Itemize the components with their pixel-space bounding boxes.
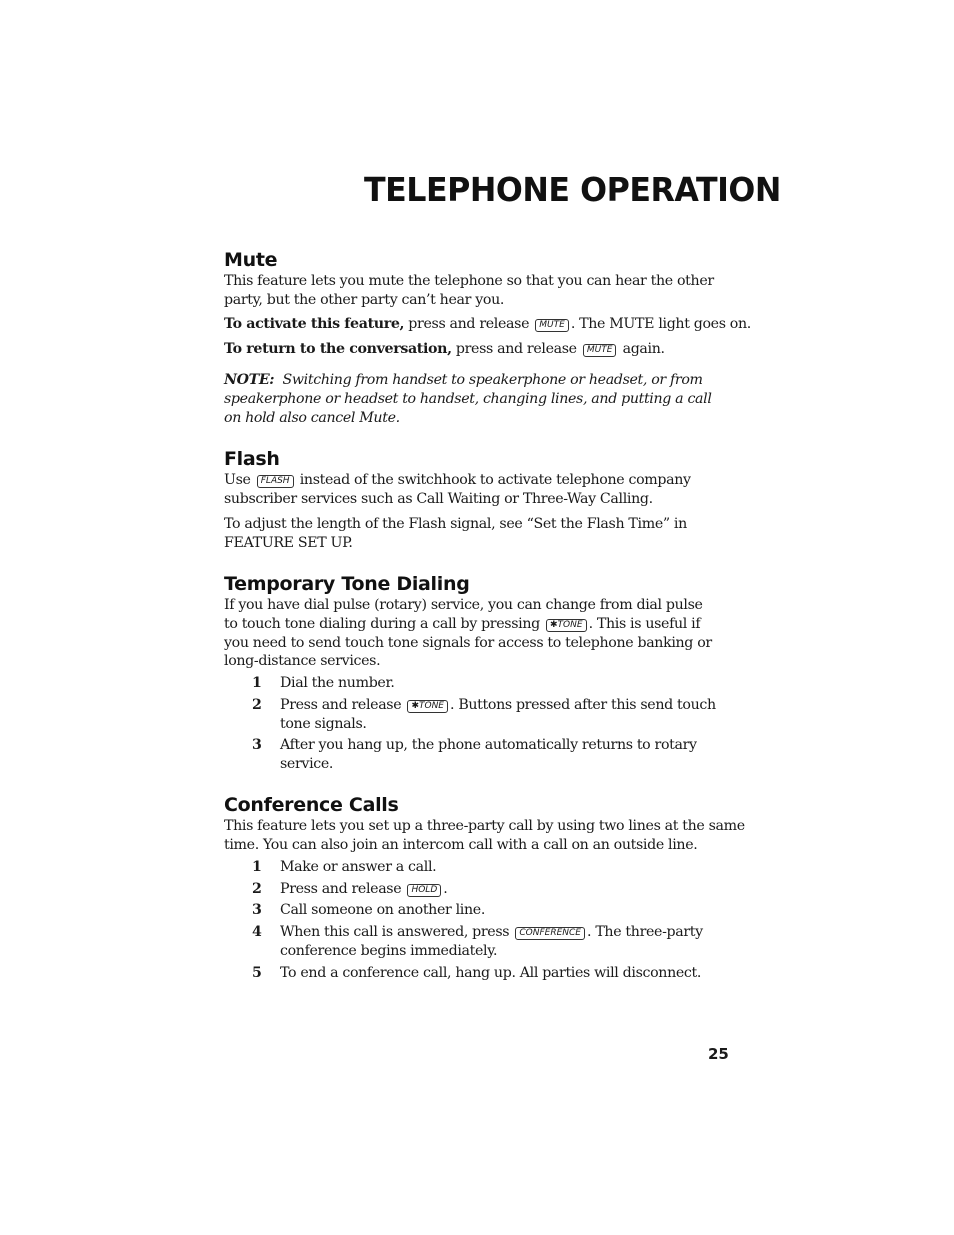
mute-intro — [224, 272, 730, 310]
note-line-2: speakerphone or headset to handset, changing lines, and putting a call — [224, 390, 712, 407]
section-heading-conference: Conference Calls — [224, 794, 399, 816]
mute-activate-instruction — [224, 315, 751, 334]
conference-key-icon: CONFERENCE — [515, 927, 585, 940]
activate-post-text: . The MUTE light goes on. — [570, 316, 751, 332]
step-number: 2 — [252, 881, 262, 897]
flash-paragraph-1 — [224, 471, 730, 509]
flash-line-2: subscriber services such as Call Waiting or Three-Way Calling. — [224, 490, 653, 507]
step-text-pre: When this call is answered, press — [280, 924, 514, 940]
note-line-3: on hold also cancel Mute. — [224, 409, 400, 426]
return-pre-text: press and release — [451, 341, 581, 357]
step-text: Call someone on another line. — [280, 902, 485, 918]
step-number: 5 — [252, 965, 262, 981]
mute-intro-line-1: This feature lets you mute the telephone so that you can hear the other — [224, 273, 714, 289]
page-number: 25 — [708, 1045, 729, 1063]
step-text-line-2: service. — [280, 755, 334, 772]
step-text-line-2: tone signals. — [280, 715, 367, 732]
tone-paragraph — [224, 596, 730, 671]
step-text: To end a conference call, hang up. All parties will disconnect. — [280, 965, 702, 981]
note-label: NOTE: — [224, 372, 275, 388]
step-number: 1 — [252, 675, 262, 691]
step-text: Make or answer a call. — [280, 859, 437, 875]
mute-key-icon: MUTE — [535, 319, 569, 332]
step-text-pre: Press and release — [280, 697, 406, 713]
section-heading-mute: Mute — [224, 249, 278, 271]
conference-line-2: time. You can also join an intercom call with a call on an outside line. — [224, 836, 698, 853]
tone-line-3: you need to send touch tone signals for access to telephone banking or — [224, 634, 712, 651]
step-number: 1 — [252, 859, 262, 875]
mute-note — [224, 371, 730, 427]
flash-key-icon: FLASH — [257, 475, 294, 488]
return-label: To return to the conversation, — [224, 341, 452, 357]
flash-p2-line-1: To adjust the length of the Flash signal, see “Set the Flash Time” in — [224, 516, 687, 532]
tone-key-icon: ✱TONE — [407, 700, 448, 713]
step-number: 4 — [252, 924, 262, 940]
mute-key-icon: MUTE — [583, 344, 617, 357]
step-number: 3 — [252, 737, 262, 753]
step-text-post: . — [443, 881, 448, 897]
step-text-pre: Press and release — [280, 881, 406, 897]
step-text: After you hang up, the phone automatically returns to rotary — [280, 737, 697, 753]
mute-intro-line-2: party, but the other party can’t hear you. — [224, 291, 505, 308]
tone-key-icon: ✱TONE — [546, 619, 587, 632]
step-text: Dial the number. — [280, 675, 395, 691]
section-heading-flash: Flash — [224, 448, 280, 470]
conference-paragraph — [224, 817, 745, 855]
step-number: 2 — [252, 697, 262, 713]
hold-key-icon: HOLD — [407, 884, 441, 897]
conference-line-1: This feature lets you set up a three-party call by using two lines at the same — [224, 818, 745, 834]
page-title: TELEPHONE OPERATION — [364, 170, 781, 209]
tone-line-2-pre: to touch tone dialing during a call by pressing — [224, 615, 545, 632]
flash-post-text: instead of the switchhook to activate telephone company — [295, 472, 691, 488]
flash-p2-line-2: FEATURE SET UP. — [224, 534, 353, 551]
step-text-line-2: conference begins immediately. — [280, 942, 498, 959]
activate-pre-text: press and release — [404, 316, 534, 332]
note-line-1: Switching from handset to speakerphone or headset, or from — [282, 372, 703, 388]
flash-pre-text: Use — [224, 472, 255, 488]
tone-line-4: long-distance services. — [224, 653, 381, 670]
section-heading-tone: Temporary Tone Dialing — [224, 573, 470, 595]
flash-paragraph-2 — [224, 515, 730, 553]
activate-label: To activate this feature, — [224, 316, 405, 332]
step-number: 3 — [252, 902, 262, 918]
step-text-post: . The three-party — [587, 924, 703, 940]
step-text-post: . Buttons pressed after this send touch — [450, 697, 716, 713]
tone-line-2-post: . This is useful if — [588, 615, 701, 632]
tone-line-1: If you have dial pulse (rotary) service, you can change from dial pulse — [224, 597, 703, 613]
return-post-text: again. — [618, 341, 665, 357]
mute-return-instruction — [224, 340, 730, 359]
